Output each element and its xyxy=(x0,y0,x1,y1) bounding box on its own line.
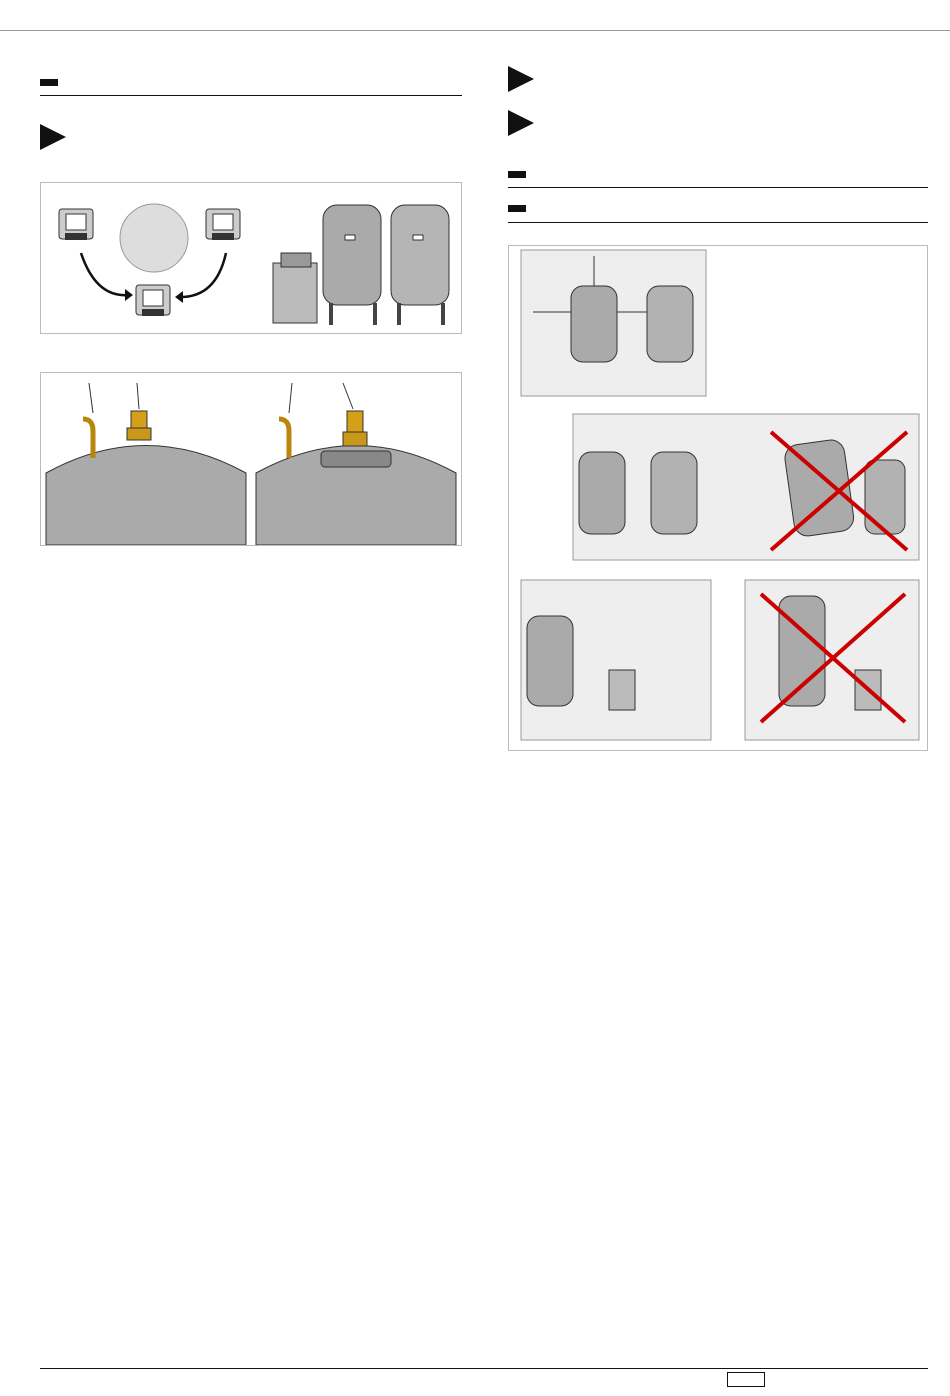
hint-box-2 xyxy=(508,60,928,92)
setup-illustration xyxy=(509,246,927,750)
header-rule xyxy=(0,30,950,31)
warning-box-3 xyxy=(508,202,928,222)
footer-rule xyxy=(40,1368,928,1369)
attachments-figure xyxy=(40,372,462,546)
positioning-figure xyxy=(40,182,462,334)
hint-box-3 xyxy=(508,104,928,136)
achtung-badge xyxy=(40,79,58,86)
control-unit-panel xyxy=(521,580,919,740)
achtung-badge xyxy=(508,205,526,212)
ground-panel xyxy=(573,414,919,560)
attachments-illustration xyxy=(41,373,461,545)
positioning-illustration xyxy=(41,183,461,333)
left-column xyxy=(40,46,462,560)
achtung-badge xyxy=(508,171,526,178)
reflex-logo xyxy=(727,1372,765,1387)
warning-box-1 xyxy=(40,76,462,96)
warning-box-2 xyxy=(508,168,928,188)
hint-arrow-icon xyxy=(40,124,66,150)
setup-figure xyxy=(508,245,928,751)
hint-arrow-icon xyxy=(508,110,534,136)
clearance-panel xyxy=(521,250,706,396)
hint-arrow-icon xyxy=(508,66,534,92)
hint-box-1 xyxy=(40,118,462,150)
right-column xyxy=(508,46,928,765)
